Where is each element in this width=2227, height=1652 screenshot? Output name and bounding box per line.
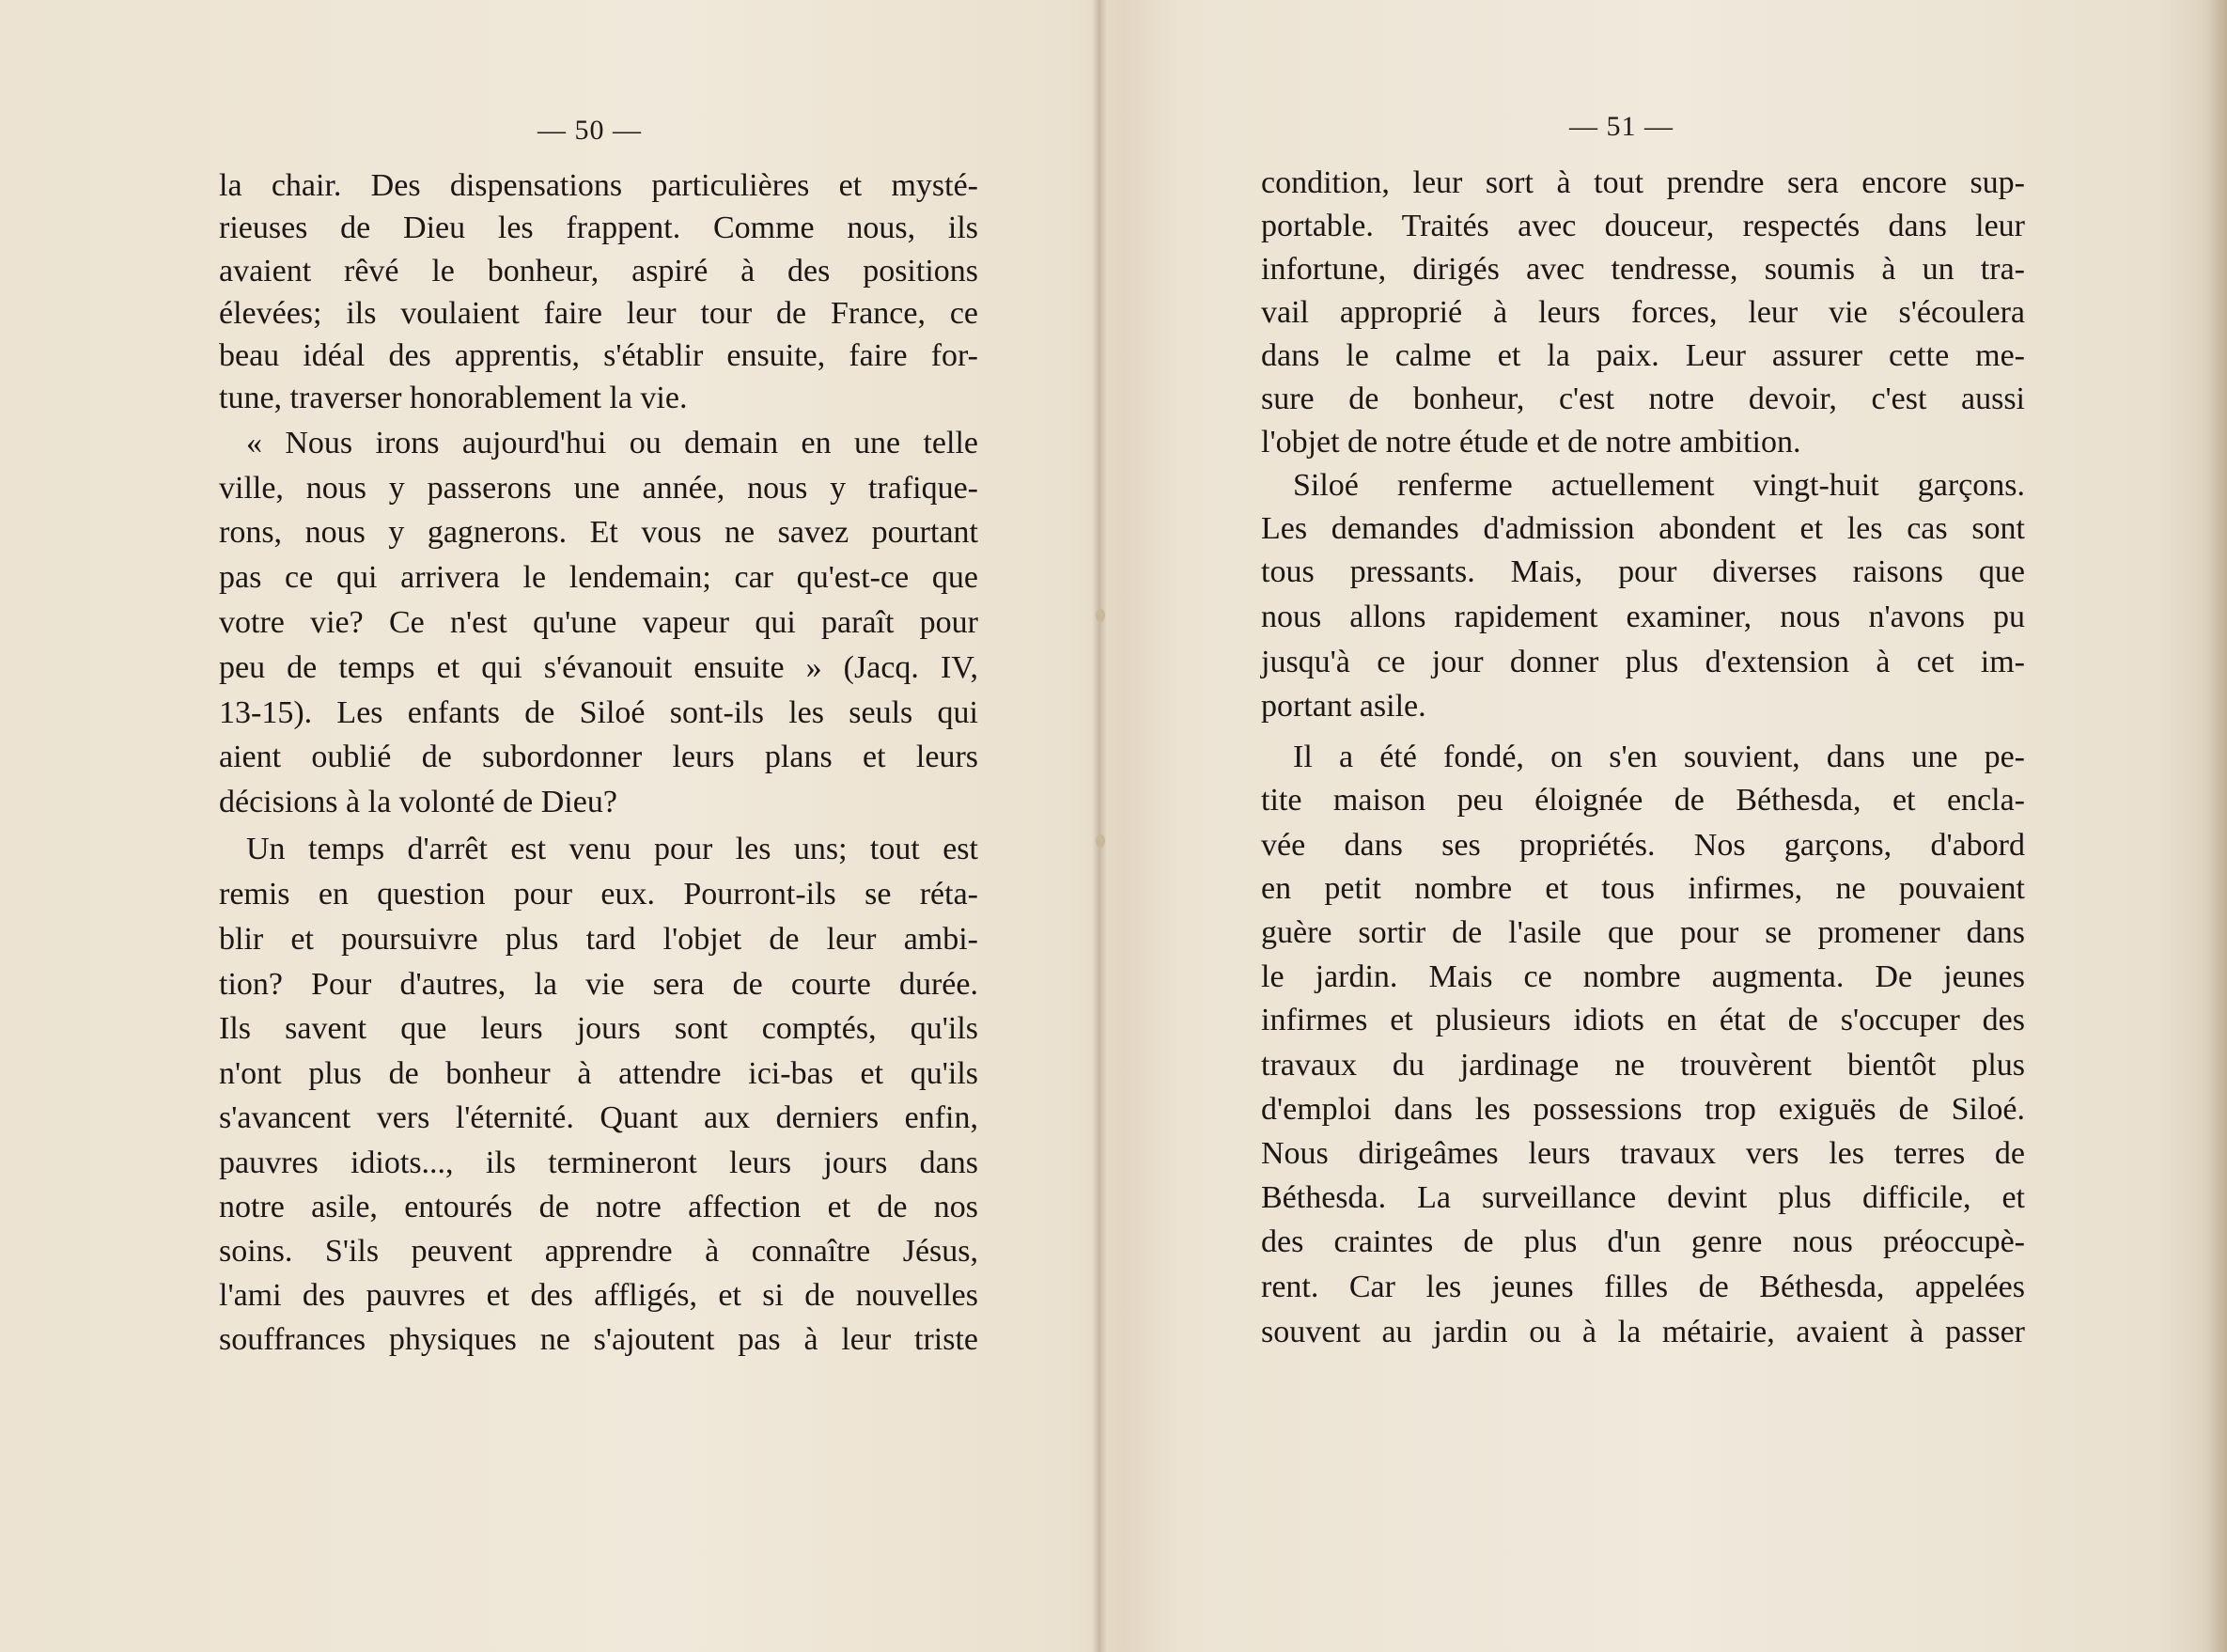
binding-stitch	[1096, 834, 1105, 848]
text-line: décisions à la volonté de Dieu?	[219, 785, 617, 819]
text-line: l'ami des pauvres et des affligés, et si de nouvelles	[219, 1278, 978, 1313]
text-line: Il a été fondé, on s'en souvient, dans une pe-	[1293, 740, 2025, 774]
text-line: élevées; ils voulaient faire leur tour de France, ce	[219, 296, 978, 331]
text-line: nous allons rapidement examiner, nous n'avons pu	[1261, 600, 2025, 634]
book-spine	[1092, 0, 1107, 1652]
text-line: condition, leur sort à tout prendre sera encore sup-	[1261, 165, 2025, 200]
text-line: peu de temps et qui s'évanouit ensuite » (Jacq. IV,	[219, 650, 978, 685]
left-page	[0, 0, 1090, 1652]
binding-stitch	[1096, 609, 1105, 622]
text-line: l'objet de notre étude et de notre ambition.	[1261, 425, 1801, 460]
text-line: rons, nous y gagnerons. Et vous ne savez pourtant	[219, 515, 978, 550]
text-line: pas ce qui arrivera le lendemain; car qu'est-ce que	[219, 560, 978, 595]
text-line: portable. Traités avec douceur, respectés dans leur	[1261, 209, 2025, 243]
text-line: Béthesda. La surveillance devint plus difficile, et	[1261, 1180, 2025, 1215]
text-line: aient oublié de subordonner leurs plans et leurs	[219, 740, 978, 774]
text-line: 13-15). Les enfants de Siloé sont-ils les seuls qui	[219, 695, 978, 730]
text-line: rieuses de Dieu les frappent. Comme nous, ils	[219, 210, 978, 245]
text-line: Ils savent que leurs jours sont comptés, qu'ils	[219, 1011, 978, 1046]
text-line: tous pressants. Mais, pour diverses raisons que	[1261, 554, 2025, 589]
text-line: ville, nous y passerons une année, nous y trafique-	[219, 471, 978, 506]
text-line: vée dans ses propriétés. Nos garçons, d'abord	[1261, 828, 2025, 863]
text-line: beau idéal des apprentis, s'établir ensuite, faire for-	[219, 338, 978, 373]
text-line: soins. S'ils peuvent apprendre à connaître Jésus,	[219, 1234, 978, 1269]
text-line: guère sortir de l'asile que pour se promener dans	[1261, 915, 2025, 950]
text-line: des craintes de plus d'un genre nous préoccupè-	[1261, 1224, 2025, 1259]
text-line: Un temps d'arrêt est venu pour les uns; tout est	[246, 832, 978, 866]
text-line: travaux du jardinage ne trouvèrent bientôt plus	[1261, 1048, 2025, 1083]
text-line: tune, traverser honorablement la vie.	[219, 381, 688, 415]
text-line: la chair. Des dispensations particulières et mysté-	[219, 168, 978, 203]
text-line: vail approprié à leurs forces, leur vie s'écoulera	[1261, 295, 2025, 330]
text-line: souvent au jardin ou à la métairie, avaient à passer	[1261, 1315, 2025, 1349]
text-line: Siloé renferme actuellement vingt-huit garçons.	[1293, 468, 2025, 503]
right-page	[1109, 0, 2227, 1652]
text-line: souffrances physiques ne s'ajoutent pas à leur triste	[219, 1322, 978, 1357]
text-line: « Nous irons aujourd'hui ou demain en une telle	[246, 426, 978, 460]
text-line: pauvres idiots..., ils termineront leurs jours dans	[219, 1145, 978, 1180]
text-line: tite maison peu éloignée de Béthesda, et encla-	[1261, 783, 2025, 818]
text-line: sure de bonheur, c'est notre devoir, c'est aussi	[1261, 382, 2025, 416]
text-line: votre vie? Ce n'est qu'une vapeur qui paraît pour	[219, 605, 978, 640]
text-line: jusqu'à ce jour donner plus d'extension à cet im-	[1261, 645, 2025, 679]
text-line: tion? Pour d'autres, la vie sera de courte durée.	[219, 967, 978, 1002]
text-line: infirmes et plusieurs idiots en état de s'occuper des	[1261, 1003, 2025, 1037]
text-line: portant asile.	[1261, 689, 1426, 724]
text-line: blir et poursuivre plus tard l'objet de leur ambi-	[219, 922, 978, 957]
text-line: notre asile, entourés de notre affection et de nos	[219, 1190, 978, 1224]
text-line: rent. Car les jeunes filles de Béthesda, appelées	[1261, 1270, 2025, 1304]
text-line: le jardin. Mais ce nombre augmenta. De jeunes	[1261, 959, 2025, 994]
text-line: n'ont plus de bonheur à attendre ici-bas et qu'ils	[219, 1056, 978, 1091]
text-line: remis en question pour eux. Pourront-ils se réta-	[219, 877, 978, 912]
text-line: avaient rêvé le bonheur, aspiré à des positions	[219, 254, 978, 288]
page-number: — 50 —	[537, 115, 642, 146]
text-line: Nous dirigeâmes leurs travaux vers les terres de	[1261, 1136, 2025, 1171]
text-line: infortune, dirigés avec tendresse, soumis à un tra-	[1261, 252, 2025, 287]
text-line: en petit nombre et tous infirmes, ne pouvaient	[1261, 871, 2025, 906]
text-line: Les demandes d'admission abondent et les cas sont	[1261, 511, 2025, 546]
text-line: d'emploi dans les possessions trop exiguës de Siloé.	[1261, 1092, 2025, 1127]
text-line: s'avancent vers l'éternité. Quant aux derniers enfin,	[219, 1100, 978, 1135]
text-line: dans le calme et la paix. Leur assurer cette me-	[1261, 338, 2025, 373]
page-number: — 51 —	[1569, 111, 1674, 142]
